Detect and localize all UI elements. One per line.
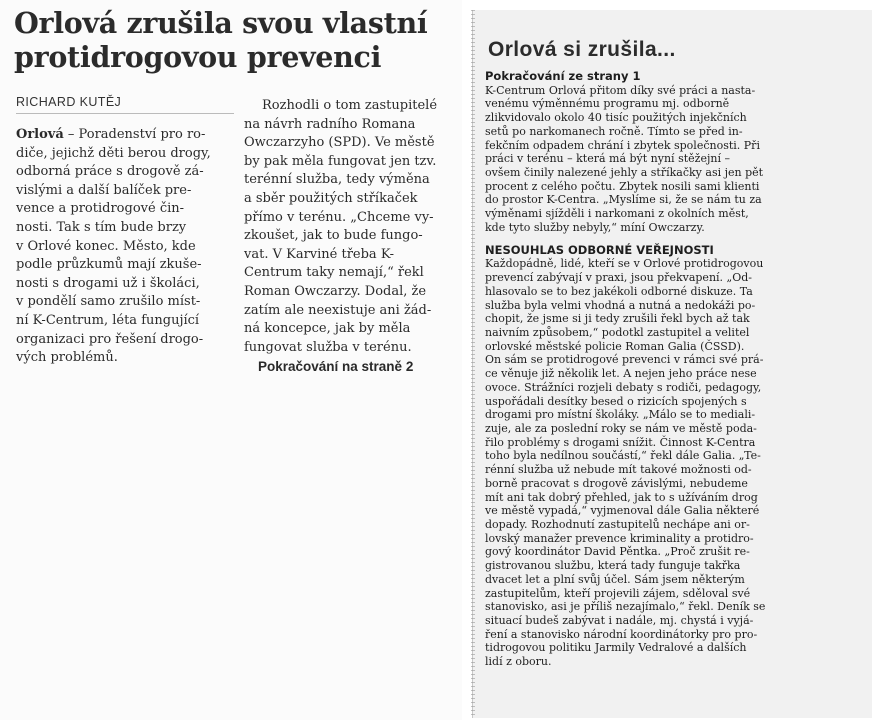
clipping-body: [485, 70, 871, 669]
text-line: gový koordinátor David Pěntka. „Proč zrušit re-: [485, 545, 750, 559]
text-line: setů po narkomanech ročně. Tímto se před in-: [485, 124, 743, 138]
text-line: ní K-Centrum, léta fungující: [16, 312, 200, 328]
text-line: situací budeš zabývat i nadále, mj. chystá i vyjá-: [485, 614, 754, 628]
text-line: nosti s drogami už i školáci,: [16, 275, 200, 291]
continued-from-label: Pokračování ze strany 1: [485, 69, 641, 83]
text-line: kde tyto služby nebyly,“ míní Owczarzy.: [485, 220, 705, 234]
text-line: odborná práce s drogově zá-: [16, 164, 204, 180]
text-line: rénní služba už nebude mít takové možnosti od-: [485, 463, 752, 477]
text-line: by pak měla fungovat jen tzv.: [244, 153, 437, 169]
text-line: procent z celého počtu. Zbytek nosili sami klienti: [485, 179, 760, 193]
text-line: venému výměnnému programu mj. odborně: [485, 97, 730, 111]
text-line: naivním způsobem,“ podotkl zastupitel a velitel: [485, 325, 750, 339]
text-line: vislými a další balíček pre-: [16, 182, 192, 198]
text-line: zkoušet, jak to bude fungo-: [244, 228, 423, 244]
text-line: vých problémů.: [16, 350, 118, 366]
article-column-2: [244, 97, 456, 377]
text-line: a sběr použitých stříkaček: [244, 190, 418, 206]
text-line: vence a protidrogové čin-: [16, 201, 185, 217]
author-byline: RICHARD KUTĚJ: [16, 95, 234, 114]
text-line: mít ani tak dobrý přehled, jak to s užíváním drog: [485, 490, 758, 504]
text-line: ve městě vypadá,“ vyjmenoval dále Galia některé: [485, 504, 760, 518]
text-line: řilo problémy s drogami snížit. Činnost K-Centra: [485, 435, 756, 449]
text-line: Orlová – Poradenství pro ro-: [16, 127, 206, 142]
text-line: na návrh radního Romana: [244, 116, 416, 132]
text-line: zastupitelům, kteří projevili zájem, sděloval své: [485, 586, 751, 600]
text-line: diče, jejichž děti berou drogy,: [16, 145, 211, 161]
text-line: uspořádali desítky besed o rizicích spojených s: [485, 394, 747, 408]
text-line: zlikvidovalo okolo 40 tisíc použitých injekčních: [485, 111, 747, 125]
text-line: fekčním odpadem chrání i zbytek společnosti. Při: [485, 138, 760, 152]
text-line: Roman Owczarzy. Dodal, že: [244, 283, 427, 299]
text-line: hlasovalo se to bez jakékoli odborné diskuze. Ta: [485, 284, 753, 298]
continued-on-page-2: Pokračování na straně 2: [258, 359, 414, 375]
text-line: toho byla nedílnou součástí,“ řekl dále Galia. „Te-: [485, 449, 761, 463]
article-column-1: [16, 126, 228, 368]
text-line: ovšem činily nalezené jehly a stříkačky asi jen pět: [485, 166, 764, 180]
clipping-title: Orlová si zrušila...: [488, 38, 676, 61]
text-line: v pondělí samo zrušilo míst-: [16, 294, 201, 310]
text-line: zatím ale neexistuje ani žád-: [244, 302, 432, 318]
headline-line-2: protidrogovou prevenci: [14, 40, 382, 74]
text-line: podle průzkumů mají zkuše-: [16, 257, 202, 273]
text-line: fungovat služba v terénu.: [244, 339, 412, 355]
text-line: prevencí zabývají v praxi, jsou překvapení. „Od-: [485, 271, 753, 285]
text-line: v Orlové konec. Město, kde: [16, 238, 196, 254]
text-line: lovský manažer prevence kriminality a protidro-: [485, 531, 754, 545]
text-line: organizaci pro řešení drogo-: [16, 331, 204, 347]
text-line: ná koncepce, jak by měla: [244, 321, 411, 337]
subheading: NESOUHLAS ODBORNÉ VEŘEJNOSTI: [485, 242, 714, 257]
text-line: Rozhodli o tom zastupitelé: [262, 98, 438, 113]
text-line: K-Centrum Orlová přitom díky své práci a nasta-: [485, 83, 756, 97]
text-line: lidí z oboru.: [485, 655, 552, 669]
text-line: výměnami sjížděli i narkomani z okolních měst,: [485, 207, 749, 221]
text-line: zuje, ale za poslední roky se nám ve městě poda-: [485, 421, 757, 435]
text-line: On sám se protidrogové prevenci v rámci své prá-: [485, 353, 764, 367]
text-line: chopit, že jsme si ji tedy zrušili řekl bych až tak: [485, 312, 750, 326]
text-line: ce věnuje již několik let. A nejen jeho práce nese: [485, 367, 757, 381]
text-line: přímo v terénu. „Chceme vy-: [244, 209, 434, 225]
text-line: Každopádně, lidé, kteří se v Orlové protidrogovou: [485, 257, 764, 271]
text-line: dvacet let a plní svůj účel. Sám jsem některým: [485, 572, 745, 586]
text-line: Centrum taky nemají,“ řekl: [244, 265, 424, 281]
text-line: nosti. Tak s tím bude brzy: [16, 219, 187, 235]
text-line: do prostor K-Centra. „Myslíme si, že se nám tu za: [485, 193, 762, 207]
scanned-continuation-clipping: [472, 10, 872, 718]
text-line: práci v terénu – která má být nyní stěžejní –: [485, 152, 730, 166]
text-line: stanovisko, asi je příliš nezajímalo,“ řekl. Deník se: [485, 600, 766, 614]
headline-line-1: Orlová zrušila svou vlastní: [14, 6, 428, 40]
text-line: terénní služba, tedy výměna: [244, 172, 430, 188]
text-line: tidrogovou politiku Jarmily Vedralové a dalších: [485, 641, 747, 655]
text-line: vat. V Karviné třeba K-: [244, 246, 394, 262]
text-line: gistrovanou službu, která tady funguje takřka: [485, 559, 741, 573]
lead-word: Orlová: [16, 127, 64, 142]
text-line: služba byla velmi vhodná a nutná a nedokáži po-: [485, 298, 756, 312]
text-line: drogami pro místní školáky. „Málo se to mediali-: [485, 408, 756, 422]
text-line: Owczarzyho (SPD). Ve městě: [244, 135, 435, 151]
text-line: ovoce. Strážníci rozjeli debaty s rodiči, pedagogy,: [485, 380, 762, 394]
text-line: borně pracovat s drogově závislými, nebudeme: [485, 476, 748, 490]
text-line: dopady. Rozhodnutí zastupitelů nechápe ani or-: [485, 518, 750, 531]
text-line: orlovské městské policie Roman Galia (ČSSD).: [485, 339, 745, 353]
text-line: ření a stanovisko národní koordinátorky pro pro-: [485, 627, 758, 641]
article-headline: [14, 6, 454, 74]
